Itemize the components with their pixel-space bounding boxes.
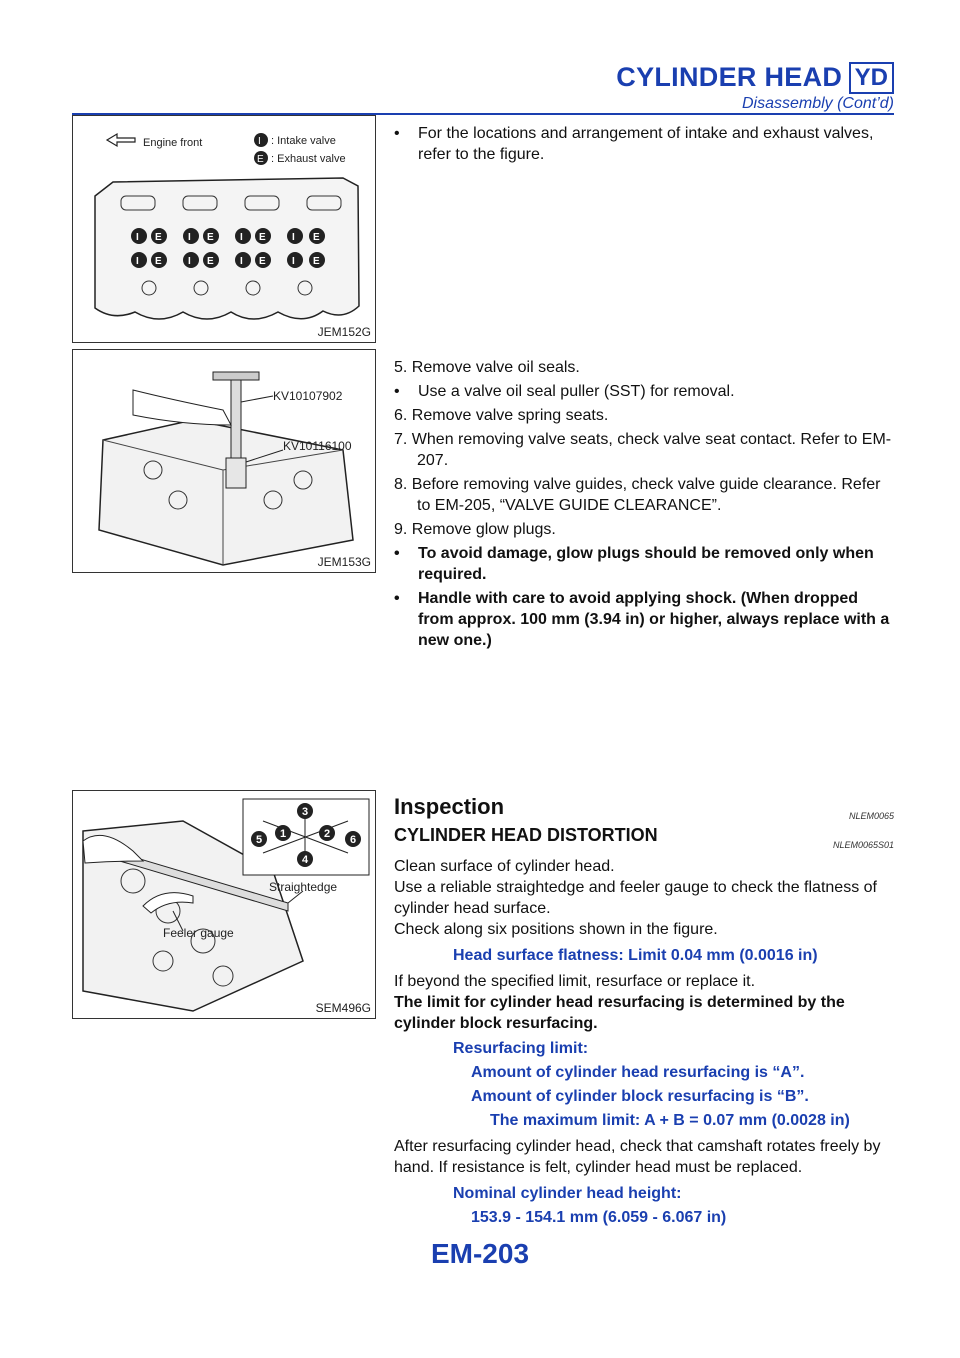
svg-text:E: E [207,256,214,267]
spec-nominal-value: 153.9 - 154.1 mm (6.059 - 6.067 in) [471,1209,727,1226]
svg-text:4: 4 [302,854,309,866]
step-8: 8. Before removing valve guides, check valve guide clearance. Refer to EM-205, “VALVE GUIDE CLEARANCE”. [394,476,881,514]
warning-item: • Handle with care to avoid applying shock. (When dropped from approx. 100 mm (3.94 in) or higher, always replace with a new one.) [394,590,890,649]
svg-text:6: 6 [350,834,357,846]
svg-text:3: 3 [302,806,309,818]
oil-seal-puller-diagram [73,350,375,572]
spec-nominal-label: Nominal cylinder head height: [453,1185,682,1202]
ref-code: NLEM0065S01 [832,840,894,850]
paragraph-bold: The limit for cylinder head resurfacing is determined by the cylinder block resurfacing. [394,994,845,1032]
figure-head-distortion [72,790,376,1019]
svg-text:E: E [313,256,320,267]
svg-text:I: I [188,256,191,267]
svg-text:E: E [259,256,266,267]
bullet-item: • Use a valve oil seal puller (SST) for removal. [394,383,735,400]
straightedge-label: Straightedge [269,880,338,894]
svg-text:I: I [240,232,243,243]
svg-text:5: 5 [256,834,263,846]
svg-text:E: E [155,256,162,267]
tool-kv10116100-label: KV10116100 [283,439,352,453]
spec-resurf-max: The maximum limit: A + B = 0.07 mm (0.0028 in) [490,1112,850,1129]
svg-text:E: E [313,232,320,243]
page-header [616,62,894,113]
figure-valve-arrangement [72,115,376,343]
ref-code: NLEM0065 [848,811,894,821]
paragraph: Check along six positions shown in the figure. [394,921,718,938]
step-9: 9. Remove glow plugs. [394,521,556,538]
svg-text:E: E [257,154,264,165]
paragraph: Use a reliable straightedge and feeler gauge to check the flatness of cylinder head surface. [394,879,877,917]
valve-arrangement-diagram [73,116,375,342]
step-5: 5. Remove valve oil seals. [394,359,580,376]
svg-text:I: I [136,232,139,243]
svg-text:I: I [292,256,295,267]
paragraph: If beyond the specified limit, resurface or replace it. [394,973,756,990]
tool-kv10107902-label: KV10107902 [273,389,343,403]
section-inspection [394,796,894,1228]
step-6: 6. Remove valve spring seats. [394,407,609,424]
page-number: EM-203 [430,1238,530,1269]
paragraph: After resurfacing cylinder head, check that camshaft rotates freely by hand. If resistance is felt, cylinder head must be replaced. [394,1138,881,1176]
svg-text:I: I [188,232,191,243]
paragraph: Clean surface of cylinder head. [394,858,615,875]
svg-text:I: I [136,256,139,267]
spec-resurf-b: Amount of cylinder block resurfacing is “B”. [471,1088,809,1105]
section-removal-steps [394,357,894,651]
section-valve-arrangement [394,123,894,165]
intake-key-label: : Intake valve [271,135,336,147]
svg-text:2: 2 [324,828,331,840]
engine-front-label: Engine front [143,137,203,149]
svg-text:1: 1 [280,828,287,840]
inspection-heading [394,796,894,827]
distortion-heading [394,825,894,856]
figure-oil-seal-puller [72,349,376,573]
figure-caption: JEM152G [317,325,371,339]
step-7: 7. When removing valve seats, check valve seat contact. Refer to EM-207. [394,431,892,469]
figure-caption: JEM153G [317,555,371,569]
feeler-gauge-label: Feeler gauge [163,926,234,940]
svg-text:E: E [155,232,162,243]
warning-item: • To avoid damage, glow plugs should be removed only when required. [394,545,874,583]
section-subtitle: Disassembly (Cont’d) [741,95,894,112]
svg-text:E: E [207,232,214,243]
heading-inspection: Inspection [394,796,505,819]
exhaust-key-label: : Exhaust valve [271,153,346,165]
section-title: CYLINDER HEAD [616,62,843,92]
bullet-item: • For the locations and arrangement of intake and exhaust valves, refer to the figure. [394,125,874,163]
spec-resurf-a: Amount of cylinder head resurfacing is “A”. [471,1064,805,1081]
head-distortion-diagram [73,791,375,1018]
figure-caption: SEM496G [315,1001,371,1015]
spec-flatness: Head surface flatness: Limit 0.04 mm (0.0016 in) [453,947,818,964]
svg-text:I: I [292,232,295,243]
svg-text:I: I [258,136,261,147]
spec-resurf-label: Resurfacing limit: [453,1040,589,1057]
svg-text:E: E [259,232,266,243]
heading-distortion: CYLINDER HEAD DISTORTION [394,825,658,845]
svg-text:I: I [240,256,243,267]
engine-badge: YD [849,62,894,94]
